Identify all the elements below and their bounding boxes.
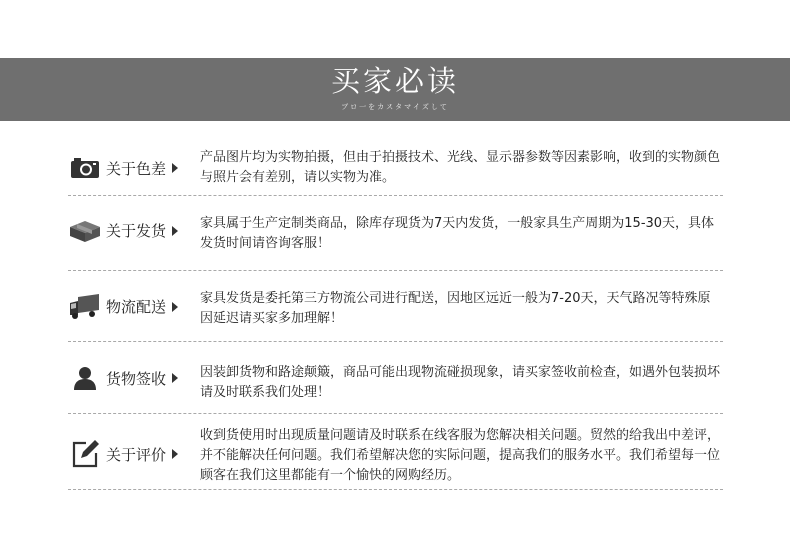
package-icon — [68, 216, 102, 246]
notice-row-receipt — [68, 342, 723, 414]
header-subtitle: ブロ一をカスタマイズして — [341, 103, 449, 111]
notice-row-review — [68, 414, 723, 490]
arrow-right-icon — [172, 163, 178, 173]
truck-icon — [68, 292, 102, 322]
camera-icon — [68, 153, 102, 183]
notice-row-logistics — [68, 271, 723, 342]
arrow-right-icon — [172, 449, 178, 459]
notice-label-group — [68, 342, 193, 414]
user-icon — [68, 363, 102, 393]
arrow-right-icon — [172, 226, 178, 236]
edit-icon — [68, 439, 102, 469]
notice-label: 关于色差 — [106, 159, 167, 178]
notice-text: 因装卸货物和路途颠簸，商品可能出现物流碰损现象，请买家签收前检查，如遇外包装损坏请及时联系我们处理！ — [200, 365, 721, 400]
notice-label-group — [68, 196, 193, 265]
notice-label-group — [68, 140, 193, 196]
notice-text: 家具发货是委托第三方物流公司进行配送，因地区远近一般为7-20天，天气路况等特殊原因延迟请买家多加理解！ — [200, 291, 711, 326]
arrow-right-icon — [172, 373, 178, 383]
notice-row-shipping — [68, 196, 723, 271]
notice-label: 关于发货 — [106, 222, 167, 240]
notice-label-group — [68, 418, 193, 490]
arrow-right-icon — [172, 302, 178, 312]
notice-label: 货物签收 — [106, 369, 167, 388]
divider — [68, 489, 723, 490]
notice-label: 关于评价 — [106, 445, 167, 464]
notice-text: 产品图片均为实物拍摄，但由于拍摄技术、光线、显示器参数等因素影响，收到的实物颜色与照片会有差别，请以实物为准。 — [200, 150, 721, 185]
notice-label: 物流配送 — [106, 298, 167, 316]
notice-text: 收到货使用时出现质量问题请及时联系在线客服为您解决相关问题。贸然的给我出中差评，并不能解决任何问题。我们希望解决您的实际问题，提高我们的服务水平。我们希望每一位顾客在我们这里都能有一个愉快的网购经历。 — [200, 428, 721, 483]
notice-label-group — [68, 271, 193, 342]
header-title: 买家必读 — [330, 64, 459, 98]
header-banner — [0, 58, 790, 121]
notice-row-color — [68, 140, 723, 196]
notice-text: 家具属于生产定制类商品，除库存现货为7天内发货，一般家具生产周期为15-30天，具体发货时间请咨询客服！ — [200, 216, 715, 251]
